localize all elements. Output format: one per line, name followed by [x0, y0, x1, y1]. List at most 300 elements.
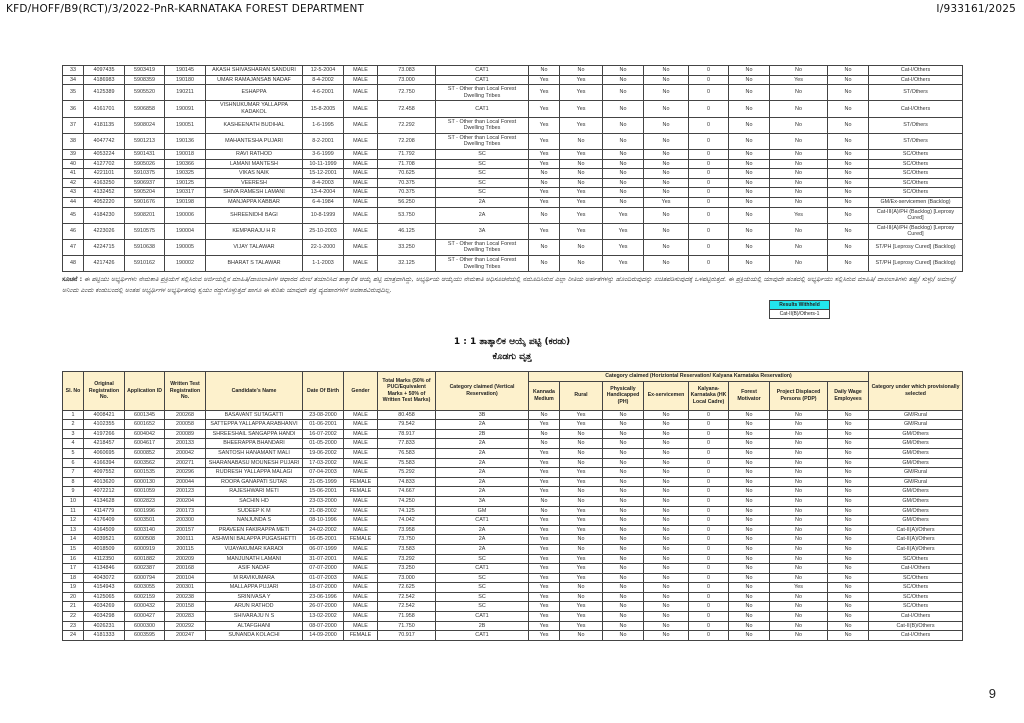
rural-cell: Yes	[560, 573, 603, 583]
kalyana-karnataka-cell: 0	[689, 439, 729, 449]
rural-cell: Yes	[560, 420, 603, 430]
ex-servicemen-cell: No	[644, 592, 689, 602]
date-of-birth-cell: 15-12-2001	[303, 169, 344, 179]
table-row	[63, 496, 963, 506]
table-row	[63, 535, 963, 545]
sl-no-cell: 35	[63, 85, 84, 101]
daily-wage-cell: No	[828, 223, 869, 239]
gender-cell: MALE	[344, 66, 378, 76]
table-row	[63, 592, 963, 602]
date-of-birth-cell: 8-4-2002	[303, 75, 344, 85]
forest-motivator-cell: No	[729, 468, 770, 478]
vertical-category-cell: SC	[436, 178, 529, 188]
ex-servicemen-cell: No	[644, 516, 689, 526]
daily-wage-cell: No	[828, 583, 869, 593]
selected-category-cell: SC/Others	[869, 188, 963, 198]
gender-cell: MALE	[344, 256, 378, 272]
date-of-birth-cell: 16-07-2002	[303, 429, 344, 439]
vertical-category-cell: 3A	[436, 223, 529, 239]
kalyana-karnataka-cell: 0	[689, 631, 729, 641]
kannada-medium-cell: Yes	[529, 448, 560, 458]
candidate-name-cell: MANJAPPA KABBAR	[206, 197, 303, 207]
selected-category-cell: Cat-III(A)/PH (Backlog) [Leprosy Cured]	[869, 207, 963, 223]
sl-no-cell: 23	[63, 621, 84, 631]
date-of-birth-cell: 21-08-2002	[303, 506, 344, 516]
kalyana-karnataka-header: Kalyana-Karnataka (HK Local Cadre)	[689, 381, 729, 410]
original-reg-no-cell: 4102355	[84, 420, 125, 430]
selected-category-cell: SC/Others	[869, 169, 963, 179]
table-row	[63, 439, 963, 449]
rural-cell: No	[560, 66, 603, 76]
pdp-cell: No	[770, 429, 828, 439]
candidate-name-cell: SATTEPPA YALLAPPA ARABHANVI	[206, 420, 303, 430]
written-test-reg-no-cell: 200168	[165, 564, 206, 574]
sl-no-cell: 10	[63, 496, 84, 506]
total-marks-cell: 70.917	[378, 631, 436, 641]
rural-cell: No	[560, 496, 603, 506]
kannada-medium-cell: Yes	[529, 631, 560, 641]
written-test-reg-no-cell: 190005	[165, 239, 206, 255]
forest-motivator-cell: No	[729, 602, 770, 612]
physically-handicapped-cell: No	[603, 149, 644, 159]
date-of-birth-cell: 13-4-2004	[303, 188, 344, 198]
kannada-medium-cell: Yes	[529, 75, 560, 85]
vertical-category-cell: 2B	[436, 429, 529, 439]
vertical-category-cell: SC	[436, 592, 529, 602]
sl-no-cell: 36	[63, 101, 84, 117]
kannada-medium-cell: Yes	[529, 564, 560, 574]
kannada-medium-cell: Yes	[529, 487, 560, 497]
date-of-birth-cell: 16-05-2001	[303, 535, 344, 545]
selected-category-cell: GM/Others	[869, 516, 963, 526]
written-test-reg-no-cell: 200111	[165, 535, 206, 545]
forest-motivator-cell: No	[729, 496, 770, 506]
kalyana-karnataka-cell: 0	[689, 410, 729, 420]
application-id-header: Application ID	[125, 372, 165, 411]
kannada-medium-cell: Yes	[529, 544, 560, 554]
total-marks-cell: 46.125	[378, 223, 436, 239]
table-row	[63, 602, 963, 612]
rural-cell: Yes	[560, 516, 603, 526]
original-reg-no-cell: 4125389	[84, 85, 125, 101]
original-reg-no-cell: 4114779	[84, 506, 125, 516]
total-marks-cell: 56.250	[378, 197, 436, 207]
note-text: ಈ ಪಟ್ಟಿಯು ಅಭ್ಯರ್ಥಿಗಳು ನೇಮಕಾತಿ ಪ್ರಕ್ರಿಯೆಗೆ ಸಲ್ಲಿಸಿರುವ ಅರ್ಜಿಯಲ್ಲಿನ ಮಾಹಿತಿ/ದಾಖಲಾತಿಗಳ ಆಧಾರದ ಮೇಲೆ ತಯಾರಿಸಿದ ತಾತ್ಕಾಲಿಕ ಆಯ್ಕೆ ಪಟ್ಟಿ ಮಾತ್ರವಾಗಿದ್ದು, ಅಭ್ಯರ್ಥಿಯ ಆಯ್ಕೆಯು ನೇಮಕಾತಿ ಅಧಿಸೂಚನೆಯಲ್ಲಿ ನಮೂದಿಸಿರುವ ಎಲ್ಲಾ ರೀತಿಯ ಅರ್ಹತೆಗಳನ್ನು ಹೊಂದಿರುವುದನ್ನು ಖಚಿತಪಡಿಸುವುದಕ್ಕೆ ಒಳಪಟ್ಟಿರುತ್ತದೆ. ಈ ಪ್ರಕ್ರಿಯೆಯಲ್ಲಿ ಯಾವುದೇ ಹಂತದಲ್ಲಿ ಅಭ್ಯರ್ಥಿಯು ಸಲ್ಲಿಸಿರುವ ಮಾಹಿತಿ/ ದಾಖಲಾತಿಗಳು ತಪ್ಪು/ ಸುಳ್ಳು/ ಅಮಾನ್ಯ/ ಅನಿಂದು ಎಂದು ಕಂಡುಬಂದಲ್ಲಿ ಅಂತಹ ಅಭ್ಯರ್ಥಿಗಳ ಅಭ್ಯರ್ಥಿತನವು ಸ್ವಯಂ ರದ್ದುಗೊಳ್ಳುತ್ತದೆ ಹಾಗೂ ಈ ಕುರಿತು ಯಾವುದೇ ಪತ್ರ ವ್ಯವಹಾರಗಳಿಗೆ ಅವಕಾಶವಿರುವುದಿಲ್ಲ.	[62, 276, 956, 294]
sl-no-cell: 34	[63, 75, 84, 85]
physically-handicapped-cell: Yes	[603, 207, 644, 223]
application-id-cell: 5910162	[125, 256, 165, 272]
ex-servicemen-cell: No	[644, 631, 689, 641]
selected-category-cell: GM/Others	[869, 487, 963, 497]
physically-handicapped-cell: No	[603, 631, 644, 641]
application-id-cell: 6002387	[125, 564, 165, 574]
sl-no-cell: 16	[63, 554, 84, 564]
original-reg-no-cell: 4072212	[84, 487, 125, 497]
sl-no-cell: 37	[63, 117, 84, 133]
rural-cell: No	[560, 133, 603, 149]
forest-motivator-cell: No	[729, 592, 770, 602]
kannada-medium-cell: Yes	[529, 602, 560, 612]
forest-motivator-cell: No	[729, 256, 770, 272]
disclaimer-note	[62, 274, 967, 296]
sl-no-cell: 42	[63, 178, 84, 188]
physically-handicapped-cell: No	[603, 197, 644, 207]
ex-servicemen-cell: No	[644, 117, 689, 133]
kannada-medium-cell: No	[529, 506, 560, 516]
pdp-cell: No	[770, 477, 828, 487]
date-of-birth-cell: 3-6-1999	[303, 149, 344, 159]
date-of-birth-cell: 23-08-2000	[303, 410, 344, 420]
rural-cell: Yes	[560, 75, 603, 85]
ex-servicemen-cell: No	[644, 448, 689, 458]
daily-wage-cell: No	[828, 101, 869, 117]
selected-category-cell: SC/Others	[869, 178, 963, 188]
application-id-cell: 5901676	[125, 197, 165, 207]
written-test-reg-no-cell: 200209	[165, 554, 206, 564]
physically-handicapped-cell: No	[603, 101, 644, 117]
total-marks-cell: 71.750	[378, 621, 436, 631]
original-reg-no-cell: 4161701	[84, 101, 125, 117]
vertical-category-cell: SC	[436, 602, 529, 612]
daily-wage-cell: No	[828, 544, 869, 554]
written-test-reg-no-cell: 190002	[165, 256, 206, 272]
kannada-medium-cell: Yes	[529, 117, 560, 133]
daily-wage-cell: No	[828, 439, 869, 449]
selected-category-cell: ST/PH [Leprosy Cured] (Backlog)	[869, 256, 963, 272]
ex-servicemen-cell: No	[644, 573, 689, 583]
date-of-birth-cell: 31-07-2001	[303, 554, 344, 564]
date-of-birth-cell: 15-06-2001	[303, 487, 344, 497]
candidate-name-cell: MALLAPPA PUJARI	[206, 583, 303, 593]
kannada-medium-cell: Yes	[529, 592, 560, 602]
kalyana-karnataka-cell: 0	[689, 458, 729, 468]
table-row	[63, 223, 963, 239]
table-row	[63, 149, 963, 159]
section-title: 1 : 1 ತಾತ್ಕಾಲಿಕ ಆಯ್ಕೆ ಪಟ್ಟಿ (ಕರಡು)	[453, 337, 571, 347]
sl-no-cell: 9	[63, 487, 84, 497]
date-of-birth-cell: 10-11-1999	[303, 159, 344, 169]
selected-category-cell: ST/Others	[869, 117, 963, 133]
vertical-category-cell: 2B	[436, 621, 529, 631]
application-id-cell: 6003055	[125, 583, 165, 593]
candidate-name-cell: ASHWINI BALAPPA PUGASHETTI	[206, 535, 303, 545]
total-marks-cell: 74.667	[378, 487, 436, 497]
gender-cell: FEMALE	[344, 631, 378, 641]
physically-handicapped-cell: No	[603, 535, 644, 545]
candidate-name-cell: SHIVA RAMESH LAMANI	[206, 188, 303, 198]
selected-category-cell: GM/Others	[869, 448, 963, 458]
vertical-category-cell: ST - Other than Local Forest Dwelling Tribes	[436, 117, 529, 133]
candidate-name-cell: MANJUNATH LAMANI	[206, 554, 303, 564]
original-reg-no-cell: 4047742	[84, 133, 125, 149]
forest-motivator-cell: No	[729, 535, 770, 545]
pdp-cell: No	[770, 506, 828, 516]
written-test-reg-no-cell: 190211	[165, 85, 206, 101]
date-of-birth-cell: 8-4-2003	[303, 178, 344, 188]
original-reg-no-cell: 4176409	[84, 516, 125, 526]
table-row	[63, 133, 963, 149]
gender-cell: MALE	[344, 544, 378, 554]
application-id-cell: 5905204	[125, 188, 165, 198]
total-marks-cell: 71.792	[378, 149, 436, 159]
selected-category-cell: Cat-II(A)/Others	[869, 544, 963, 554]
forest-motivator-cell: No	[729, 159, 770, 169]
candidate-name-cell: SUDEEP K M	[206, 506, 303, 516]
selected-category-cell: SC/Others	[869, 554, 963, 564]
gender-cell: MALE	[344, 188, 378, 198]
application-id-cell: 5901213	[125, 133, 165, 149]
application-id-cell: 6000852	[125, 448, 165, 458]
total-marks-cell: 70.625	[378, 169, 436, 179]
ex-servicemen-cell: No	[644, 487, 689, 497]
rural-cell: No	[560, 592, 603, 602]
kannada-medium-cell: Yes	[529, 525, 560, 535]
kalyana-karnataka-cell: 0	[689, 223, 729, 239]
application-id-cell: 5910575	[125, 223, 165, 239]
forest-motivator-cell: No	[729, 75, 770, 85]
date-of-birth-cell: 6-4-1984	[303, 197, 344, 207]
gender-cell: MALE	[344, 554, 378, 564]
sl-no-cell: 11	[63, 506, 84, 516]
original-reg-no-cell: 4217426	[84, 256, 125, 272]
physically-handicapped-header: Physically Handicapped (PH)	[603, 381, 644, 410]
rural-cell: Yes	[560, 85, 603, 101]
total-marks-cell: 32.125	[378, 256, 436, 272]
sl-no-cell: 13	[63, 525, 84, 535]
kalyana-karnataka-cell: 0	[689, 117, 729, 133]
rural-cell: Yes	[560, 149, 603, 159]
application-id-cell: 6000508	[125, 535, 165, 545]
physically-handicapped-cell: No	[603, 448, 644, 458]
gender-cell: MALE	[344, 101, 378, 117]
candidate-name-cell: M RAVIKUMARA	[206, 573, 303, 583]
date-of-birth-cell: 24-02-2002	[303, 525, 344, 535]
kannada-medium-cell: No	[529, 178, 560, 188]
date-of-birth-header: Date Of Birth	[303, 372, 344, 411]
application-id-cell: 6004617	[125, 439, 165, 449]
candidate-name-cell: NANJUNDA S	[206, 516, 303, 526]
gender-cell: MALE	[344, 429, 378, 439]
rural-cell: No	[560, 544, 603, 554]
daily-wage-cell: No	[828, 477, 869, 487]
date-of-birth-cell: 17-03-2002	[303, 458, 344, 468]
provisional-selection-table	[62, 371, 963, 641]
selected-category-cell: SC/Others	[869, 159, 963, 169]
physically-handicapped-cell: No	[603, 429, 644, 439]
rural-cell: No	[560, 448, 603, 458]
vertical-category-cell: GM	[436, 506, 529, 516]
original-reg-no-cell: 4181333	[84, 631, 125, 641]
kannada-medium-cell: No	[529, 169, 560, 179]
ex-servicemen-header: Ex-servicemen	[644, 381, 689, 410]
gender-cell: MALE	[344, 621, 378, 631]
selected-category-cell: Cat-I/Others	[869, 101, 963, 117]
table-row	[63, 554, 963, 564]
daily-wage-cell: No	[828, 592, 869, 602]
total-marks-cell: 73.958	[378, 525, 436, 535]
table-row	[63, 66, 963, 76]
table-row	[63, 239, 963, 255]
pdp-cell: No	[770, 468, 828, 478]
physically-handicapped-cell: No	[603, 516, 644, 526]
ex-servicemen-cell: No	[644, 133, 689, 149]
daily-wage-cell: No	[828, 621, 869, 631]
total-marks-cell: 75.583	[378, 458, 436, 468]
kalyana-karnataka-cell: 0	[689, 612, 729, 622]
gender-cell: MALE	[344, 133, 378, 149]
vertical-category-cell: ST - Other than Local Forest Dwelling Tribes	[436, 133, 529, 149]
table-row	[63, 506, 963, 516]
original-reg-no-cell: 4154943	[84, 583, 125, 593]
kalyana-karnataka-cell: 0	[689, 477, 729, 487]
rural-cell: Yes	[560, 223, 603, 239]
written-test-reg-no-cell: 200173	[165, 506, 206, 516]
gender-cell: MALE	[344, 178, 378, 188]
kalyana-karnataka-cell: 0	[689, 420, 729, 430]
table-row	[63, 477, 963, 487]
daily-wage-cell: No	[828, 75, 869, 85]
kannada-medium-header: Kannada Medium	[529, 381, 560, 410]
original-reg-no-cell: 4134846	[84, 564, 125, 574]
written-test-reg-no-cell: 200300	[165, 516, 206, 526]
application-id-cell: 6001996	[125, 506, 165, 516]
selected-category-cell: GM/Rural	[869, 477, 963, 487]
table-row	[63, 101, 963, 117]
forest-motivator-cell: No	[729, 612, 770, 622]
written-test-reg-no-cell: 190366	[165, 159, 206, 169]
original-reg-no-cell: 4013620	[84, 477, 125, 487]
physically-handicapped-cell: No	[603, 133, 644, 149]
kannada-medium-cell: Yes	[529, 149, 560, 159]
application-id-cell: 6003562	[125, 458, 165, 468]
written-test-reg-no-cell: 200089	[165, 429, 206, 439]
application-id-cell: 5908359	[125, 75, 165, 85]
kalyana-karnataka-cell: 0	[689, 75, 729, 85]
sl-no-cell: 33	[63, 66, 84, 76]
gender-cell: MALE	[344, 117, 378, 133]
candidate-name-cell: SHREENIDHI BAGI	[206, 207, 303, 223]
vertical-category-cell: SC	[436, 188, 529, 198]
rural-cell: Yes	[560, 621, 603, 631]
total-marks-cell: 53.750	[378, 207, 436, 223]
total-marks-cell: 73.000	[378, 75, 436, 85]
pdp-cell: No	[770, 85, 828, 101]
pdp-cell: No	[770, 117, 828, 133]
candidate-name-cell: VISHNUKUMAR YALLAPPA KADAKOL	[206, 101, 303, 117]
daily-wage-cell: No	[828, 535, 869, 545]
sl-no-cell: 14	[63, 535, 84, 545]
sl-no-cell: 44	[63, 197, 84, 207]
daily-wage-cell: No	[828, 525, 869, 535]
forest-motivator-cell: No	[729, 178, 770, 188]
selected-category-cell: Cat-II(A)/Others	[869, 525, 963, 535]
total-marks-cell: 70.375	[378, 178, 436, 188]
vertical-category-cell: SC	[436, 159, 529, 169]
pdp-cell: Yes	[770, 583, 828, 593]
sl-no-cell: 38	[63, 133, 84, 149]
candidate-name-cell: SRINIVASA Y	[206, 592, 303, 602]
vertical-category-cell: ST - Other than Local Forest Dwelling Tribes	[436, 256, 529, 272]
physically-handicapped-cell: No	[603, 602, 644, 612]
kannada-medium-cell: Yes	[529, 133, 560, 149]
rural-cell: No	[560, 439, 603, 449]
vertical-category-cell: 3B	[436, 410, 529, 420]
vertical-category-cell: 2A	[436, 535, 529, 545]
physically-handicapped-cell: No	[603, 573, 644, 583]
candidate-name-cell: MAHANTESHA PUJARI	[206, 133, 303, 149]
vertical-category-cell: 3A	[436, 496, 529, 506]
application-id-cell: 6002159	[125, 592, 165, 602]
gender-cell: MALE	[344, 612, 378, 622]
kalyana-karnataka-cell: 0	[689, 544, 729, 554]
application-id-cell: 6001652	[125, 420, 165, 430]
application-id-cell: 5908201	[125, 207, 165, 223]
pdp-cell: No	[770, 516, 828, 526]
sl-no-cell: 18	[63, 573, 84, 583]
kannada-medium-cell: Yes	[529, 477, 560, 487]
candidate-name-cell: SUNANDA KOLACHI	[206, 631, 303, 641]
pdp-cell: No	[770, 66, 828, 76]
kalyana-karnataka-cell: 0	[689, 197, 729, 207]
total-marks-cell: 76.583	[378, 448, 436, 458]
application-id-cell: 6003140	[125, 525, 165, 535]
vertical-category-cell: SC	[436, 149, 529, 159]
candidate-name-cell: RAVI RATHOD	[206, 149, 303, 159]
vertical-category-cell: CAT1	[436, 564, 529, 574]
total-marks-cell: 72.458	[378, 101, 436, 117]
kalyana-karnataka-cell: 0	[689, 188, 729, 198]
date-of-birth-cell: 01-05-2000	[303, 439, 344, 449]
sl-no-cell: 19	[63, 583, 84, 593]
daily-wage-cell: No	[828, 506, 869, 516]
rural-cell: No	[560, 429, 603, 439]
results-withheld-title: Results Withheld	[770, 301, 829, 310]
vertical-category-cell: 2A	[436, 525, 529, 535]
daily-wage-cell: No	[828, 420, 869, 430]
kannada-medium-cell: Yes	[529, 535, 560, 545]
original-reg-no-cell: 4097435	[84, 66, 125, 76]
selected-category-cell: SC/Others	[869, 583, 963, 593]
written-test-reg-no-cell: 200296	[165, 468, 206, 478]
date-of-birth-cell: 06-07-1999	[303, 544, 344, 554]
date-of-birth-cell: 22-1-2000	[303, 239, 344, 255]
date-of-birth-cell: 18-07-2000	[303, 583, 344, 593]
gender-cell: MALE	[344, 448, 378, 458]
sl-no-cell: 2	[63, 420, 84, 430]
daily-wage-cell: No	[828, 117, 869, 133]
original-reg-no-cell: 4034298	[84, 612, 125, 622]
vertical-category-cell: CAT1	[436, 516, 529, 526]
written-test-reg-no-cell: 200058	[165, 420, 206, 430]
forest-motivator-cell: No	[729, 448, 770, 458]
ex-servicemen-cell: No	[644, 66, 689, 76]
gender-cell: FEMALE	[344, 535, 378, 545]
application-id-cell: 6001345	[125, 410, 165, 420]
table-row	[63, 544, 963, 554]
daily-wage-cell: No	[828, 468, 869, 478]
kalyana-karnataka-cell: 0	[689, 133, 729, 149]
candidate-name-cell: BASAVANT SUTAGATTI	[206, 410, 303, 420]
application-id-cell: 6003595	[125, 631, 165, 641]
pdp-cell: No	[770, 420, 828, 430]
gender-cell: MALE	[344, 159, 378, 169]
table-row	[63, 631, 963, 641]
ex-servicemen-cell: No	[644, 458, 689, 468]
kalyana-karnataka-cell: 0	[689, 159, 729, 169]
ex-servicemen-cell: No	[644, 223, 689, 239]
sl-no-cell: 1	[63, 410, 84, 420]
original-reg-no-cell: 4132452	[84, 188, 125, 198]
